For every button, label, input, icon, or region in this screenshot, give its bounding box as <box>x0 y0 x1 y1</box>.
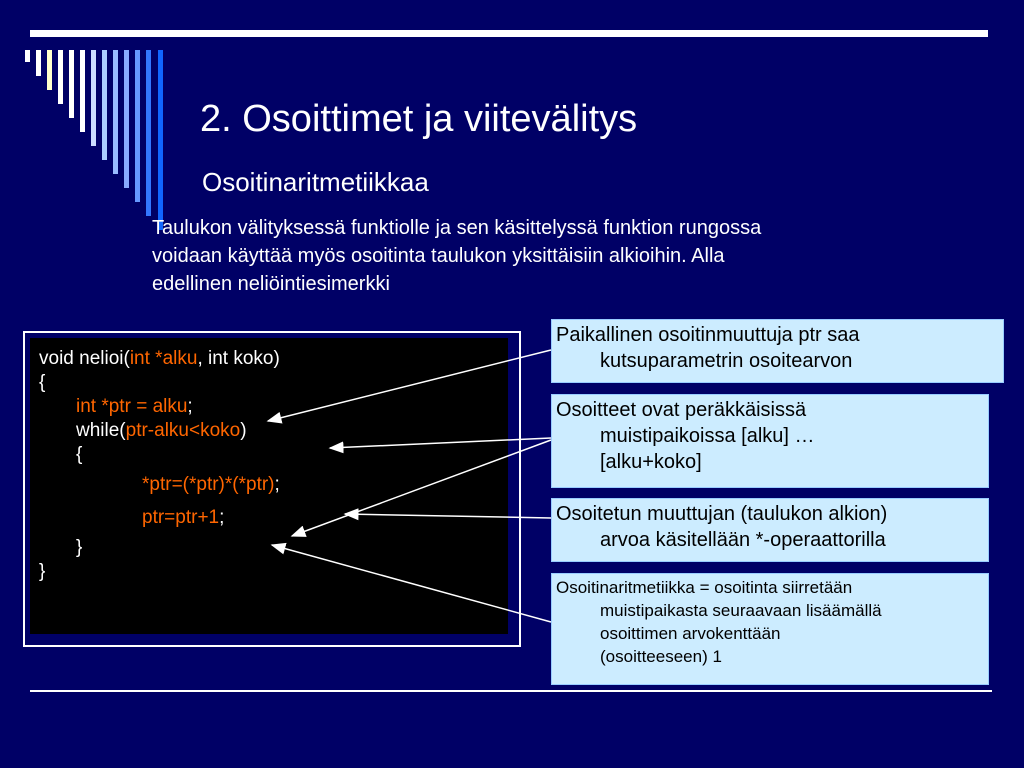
callout-dereference: Osoitetun muuttujan (taulukon alkion) arvoa käsitellään *-operaattorilla <box>551 498 989 562</box>
intro-line: voidaan käyttää myös osoitinta taulukon yksittäisiin alkioihin. Alla <box>152 245 725 267</box>
code-line-4: while(ptr-alku<koko) <box>76 420 247 441</box>
intro-line: edellinen neliöintiesimerkki <box>152 273 390 295</box>
arrow-to-while-cond <box>330 438 551 448</box>
arrow-to-ptr-plus-one <box>272 545 551 622</box>
code-line-5: { <box>76 444 83 465</box>
intro-line: Taulukon välityksessä funktiolle ja sen käsittelyssä funktion rungossa <box>152 217 762 239</box>
code-line-6: *ptr=(*ptr)*(*ptr); <box>142 474 280 495</box>
arrow-to-ptr-decl <box>268 350 551 421</box>
code-line-3: int *ptr = alku; <box>76 396 193 417</box>
arrow-to-increment <box>292 440 551 536</box>
code-line-2: { <box>39 372 46 393</box>
code-line-1: void nelioi(int *alku, int koko) <box>39 348 280 369</box>
slide-title: 2. Osoittimet ja viitevälitys <box>200 98 638 140</box>
callout-local-pointer: Paikallinen osoitinmuuttuja ptr saa kutsuparametrin osoitearvon <box>551 319 1004 383</box>
callout-consecutive-addresses: Osoitteet ovat peräkkäisissä muistipaikoissa [alku] … [alku+koko] <box>551 394 989 488</box>
slide-subtitle: Osoitinaritmetiikkaa <box>202 167 429 197</box>
callout-pointer-arithmetic: Osoitinaritmetiikka = osoitinta siirretään muistipaikasta seuraavaan lisäämällä osoittimen arvokenttään (osoitteeseen) 1 <box>551 573 989 685</box>
code-line-8: } <box>76 537 83 558</box>
code-line-7: ptr=ptr+1; <box>142 507 225 528</box>
arrow-to-dereference <box>345 514 551 518</box>
code-line-9: } <box>39 561 46 582</box>
